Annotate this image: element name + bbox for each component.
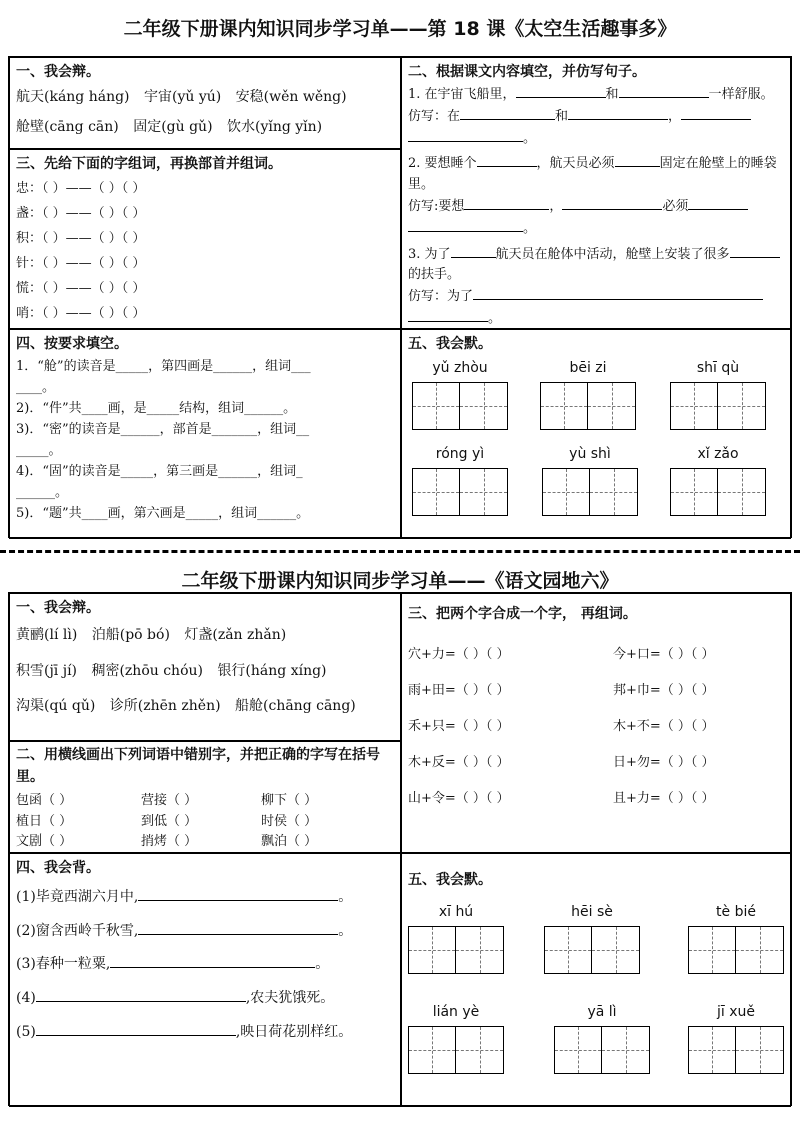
- word-row: 盏：（ ）——（ ）（ ）: [16, 206, 146, 221]
- writing-cell[interactable]: [554, 1026, 602, 1074]
- typo-word: 时侯（ ）: [261, 813, 318, 829]
- pinyin-label: jī xuě: [716, 1004, 755, 1020]
- writing-cell[interactable]: [412, 382, 460, 430]
- writing-cell[interactable]: [592, 926, 640, 974]
- section-header: 四、我会背。: [16, 860, 100, 876]
- pinyin-writing-box: [554, 1004, 650, 1074]
- pinyin-label: yǔ zhòu: [432, 360, 488, 376]
- poem-line: (4) ,农夫犹饿死。: [16, 990, 335, 1007]
- pinyin-writing-box: [408, 904, 504, 974]
- typo-word: 柳下（ ）: [261, 793, 318, 809]
- blank[interactable]: [568, 106, 668, 120]
- blank[interactable]: [408, 128, 523, 142]
- blank[interactable]: [408, 218, 523, 232]
- pinyin-writing-box: [412, 360, 508, 430]
- blank[interactable]: [615, 153, 660, 167]
- fill-row: 2)．“件”共____画，是_____结构，组词______。: [16, 401, 297, 416]
- typo-word: 文剧（ ）: [16, 833, 73, 849]
- writing-cell[interactable]: [718, 468, 766, 516]
- typo-word: 植日（ ）: [16, 813, 73, 829]
- section-header: 三、先给下面的字组词，再换部首并组词。: [16, 156, 282, 172]
- fill-row: 3)．“密”的读音是______，部首是_______，组词__: [16, 422, 310, 437]
- fill-row: 1．“舱”的读音是_____，第四画是______，组词___: [16, 359, 311, 374]
- pinyin-label: xī hú: [438, 904, 474, 920]
- word-pair: 黄鹂(lí lì): [16, 627, 78, 643]
- writing-cell[interactable]: [460, 468, 508, 516]
- fill-row: _____。: [16, 443, 62, 458]
- sheet1-title: 二年级下册课内知识同步学习单——第 18 课《太空生活趣事多》: [123, 18, 677, 40]
- blank[interactable]: [138, 887, 338, 901]
- blank[interactable]: [408, 308, 488, 322]
- combine-row: 雨+田=（ ）（ ）: [408, 683, 510, 698]
- writing-cell[interactable]: [542, 468, 590, 516]
- poem-line: (1)毕竟西湖六月中, 。: [16, 889, 353, 905]
- blank[interactable]: [681, 106, 751, 120]
- sheet1-section-5: [401, 329, 791, 539]
- word-pair: 饮水(yǐng yǐn): [227, 118, 323, 135]
- question-2-copy: 仿写:要想 ， 必须 。: [408, 196, 784, 240]
- blank[interactable]: [36, 1022, 236, 1036]
- fill-row: ____。: [16, 380, 56, 395]
- poem-line: (3)春种一粒粟, 。: [16, 956, 330, 973]
- blank[interactable]: [619, 84, 709, 98]
- sheet2-section-5: [401, 853, 791, 1107]
- pinyin-label: shī qù: [696, 360, 740, 376]
- word-row: 积：（ ）——（ ）（ ）: [16, 231, 146, 246]
- typo-word: 包函（ ）: [16, 793, 73, 809]
- pinyin-writing-box: [540, 360, 636, 430]
- word-pair: 安稳(wěn wěng): [235, 89, 347, 105]
- pinyin-writing-box: [544, 904, 640, 974]
- sheet2-section-2: [9, 741, 401, 853]
- combine-row: 邦+巾=（ ）（ ）: [613, 683, 715, 698]
- word-pair: 银行(háng xíng): [217, 662, 327, 679]
- writing-cell[interactable]: [590, 468, 638, 516]
- blank[interactable]: [138, 921, 338, 935]
- writing-cell[interactable]: [456, 926, 504, 974]
- typo-word: 捎烤（ ）: [141, 833, 198, 849]
- word-row: 忠：（ ）——（ ）（ ）: [16, 181, 146, 196]
- pinyin-writing-box: [408, 1004, 504, 1074]
- combine-row: 木+反=（ ）（ ）: [408, 755, 510, 770]
- writing-cell[interactable]: [718, 382, 766, 430]
- word-pair: 泊船(pō bó): [91, 627, 170, 643]
- typo-word: 营接（ ）: [141, 793, 198, 809]
- question-3-copy: 仿写：为了 。: [408, 286, 784, 329]
- sheet2-section-3: [401, 593, 791, 853]
- writing-cell[interactable]: [736, 926, 784, 974]
- poem-line: (5) ,映日荷花别样红。: [16, 1023, 353, 1040]
- poem-line: (2)窗含西岭千秋雪, 。: [16, 922, 353, 939]
- fill-row: 5)．“题”共____画，第六画是_____，组词______。: [16, 506, 310, 521]
- blank[interactable]: [730, 244, 780, 258]
- pinyin-writing-box: [688, 904, 784, 974]
- pinyin-label: lián yè: [432, 1004, 480, 1020]
- combine-row: 禾+只=（ ）（ ）: [408, 719, 510, 734]
- blank[interactable]: [110, 954, 315, 968]
- pinyin-writing-box: [670, 446, 766, 516]
- question-1-copy: 仿写：在 和 ， 。: [408, 106, 784, 150]
- blank[interactable]: [464, 196, 549, 210]
- section-header: 四、按要求填空。: [16, 336, 128, 352]
- blank[interactable]: [451, 244, 496, 258]
- writing-cell[interactable]: [670, 382, 718, 430]
- section-header: 二、根据课文内容填空，并仿写句子。: [408, 64, 646, 80]
- combine-row: 穴+力=（ ）（ ）: [408, 647, 510, 662]
- fill-row: ______。: [16, 485, 69, 500]
- pinyin-writing-box: [542, 446, 638, 516]
- pinyin-label: yù shì: [569, 446, 611, 462]
- pinyin-label: bēi zi: [569, 360, 607, 376]
- pinyin-label: xǐ zǎo: [697, 446, 739, 462]
- sheet2-title: 二年级下册课内知识同步学习单——《语文园地六》: [181, 570, 619, 592]
- word-row: 针：（ ）——（ ）（ ）: [16, 256, 146, 271]
- pinyin-writing-box: [412, 446, 508, 516]
- pinyin-writing-box: [688, 1004, 784, 1074]
- word-pair: 航天(káng háng): [16, 89, 130, 105]
- section-header: 五、我会默。: [408, 872, 492, 888]
- sheet1-section-2: [401, 57, 791, 329]
- word-pair: 灯盏(zǎn zhǎn): [184, 627, 287, 643]
- blank[interactable]: [688, 196, 748, 210]
- combine-row: 木+不=（ ）（ ）: [613, 719, 715, 734]
- cut-line: [0, 550, 800, 553]
- writing-cell[interactable]: [688, 926, 736, 974]
- word-pair: 积雪(jī jí): [16, 662, 78, 679]
- pinyin-label: yā lì: [587, 1004, 617, 1020]
- combine-row: 山+令=（ ）（ ）: [408, 791, 510, 806]
- writing-cell[interactable]: [670, 468, 718, 516]
- sheet1-section-1: [9, 57, 401, 149]
- pinyin-label: tè bié: [716, 904, 756, 920]
- combine-row: 且+力=（ ）（ ）: [613, 791, 715, 806]
- pinyin-label: hēi sè: [571, 904, 613, 920]
- section-header: 二、用横线画出下列词语中错别字，并把正确的字写在括号里。: [16, 747, 380, 785]
- word-pair: 船舱(chāng cāng): [235, 698, 356, 715]
- section-header: 一、我会辩。: [16, 600, 100, 616]
- sheet1-section-3: [9, 149, 401, 329]
- section-header: 一、我会辩。: [16, 64, 100, 80]
- writing-cell[interactable]: [412, 468, 460, 516]
- writing-cell[interactable]: [588, 382, 636, 430]
- writing-cell[interactable]: [456, 1026, 504, 1074]
- writing-cell[interactable]: [602, 1026, 650, 1074]
- pinyin-writing-box: [670, 360, 766, 430]
- writing-cell[interactable]: [544, 926, 592, 974]
- combine-row: 日+勿=（ ）（ ）: [613, 755, 715, 770]
- word-pair: 沟渠(qú qǔ): [16, 698, 96, 715]
- word-pair: 宇宙(yǔ yú): [143, 89, 222, 105]
- writing-cell[interactable]: [460, 382, 508, 430]
- word-row: 哨：（ ）——（ ）（ ）: [16, 306, 146, 321]
- blank[interactable]: [460, 106, 555, 120]
- question-1: 1. 在宇宙飞船里， 和 一样舒服。: [408, 84, 784, 106]
- word-row: 慌：（ ）——（ ）（ ）: [16, 281, 146, 296]
- section-header: 三、把两个字合成一个字， 再组词。: [408, 606, 637, 622]
- word-pair: 诊所(zhēn zhěn): [109, 698, 221, 715]
- blank[interactable]: [36, 988, 246, 1002]
- sheet2-section-4: [9, 853, 401, 1107]
- typo-word: 到低（ ）: [141, 813, 198, 829]
- blank[interactable]: [562, 196, 662, 210]
- writing-cell[interactable]: [408, 1026, 456, 1074]
- fill-row: 4)．“固”的读音是_____，第三画是______，组词_: [16, 464, 303, 479]
- typo-word: 飘泊（ ）: [261, 833, 318, 849]
- blank[interactable]: [473, 286, 763, 300]
- writing-cell[interactable]: [540, 382, 588, 430]
- writing-cell[interactable]: [688, 1026, 736, 1074]
- pinyin-label: róng yì: [435, 446, 485, 462]
- question-2: 2. 要想睡个 ，航天员必须 固定在舱壁上的睡袋里。: [408, 153, 784, 196]
- blank[interactable]: [516, 84, 606, 98]
- blank[interactable]: [477, 153, 537, 167]
- word-pair: 舱壁(cāng cān): [16, 118, 119, 135]
- word-pair: 稠密(zhōu chóu): [91, 662, 203, 679]
- question-3: 3. 为了 航天员在舱体中活动，舱壁上安装了很多的扶手。: [408, 244, 784, 287]
- word-pair: 固定(gù gǔ): [133, 118, 213, 135]
- combine-row: 今+口=（ ）（ ）: [613, 647, 715, 662]
- sheet2-section-1: [9, 593, 401, 741]
- sheet2: [8, 592, 792, 1106]
- writing-cell[interactable]: [408, 926, 456, 974]
- sheet1: [8, 56, 792, 538]
- writing-cell[interactable]: [736, 1026, 784, 1074]
- sheet1-section-4: [9, 329, 401, 539]
- section-header: 五、我会默。: [408, 336, 492, 352]
